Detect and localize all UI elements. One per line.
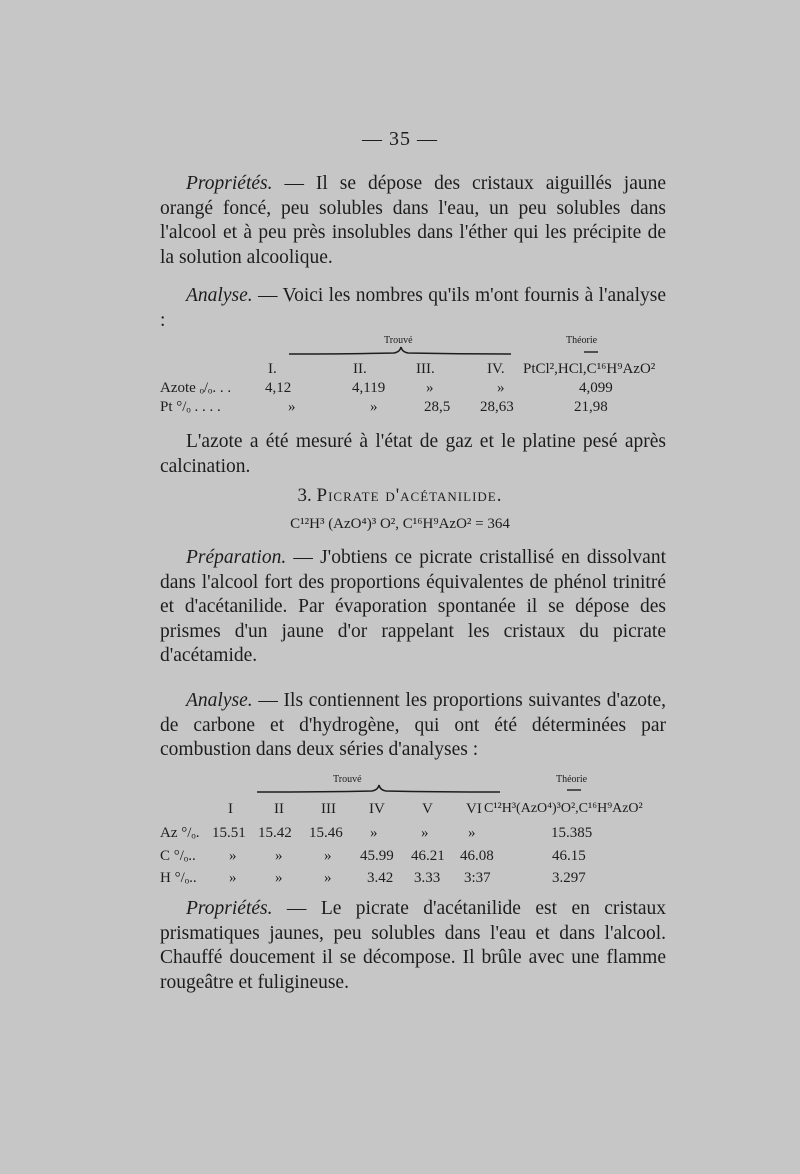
paragraph-body: — Il se dépose des cristaux aiguillés jaune orangé foncé, peu solubles dans l'eau, un peu solubles dans l'alcool et à peu près insolubles dans l'éther qui les précipite de la solution alcoolique.	[160, 173, 667, 268]
row-label: Pt °/ₒ . . . .	[160, 399, 221, 415]
row-label: Azote ₒ/ₒ. . .	[160, 380, 232, 396]
theory-formula: C¹²H³(AzO⁴)³O²,C¹⁶H⁹AzO²	[484, 801, 643, 816]
paragraph-body: — Ils contiennent les proportions suivantes d'azote, de carbone et d'hydrogène, qui ont été déterminées par combustion dans deux séries d'analyses :	[160, 690, 666, 760]
table-cell: 4,12	[265, 380, 292, 396]
table-cell: »	[324, 848, 332, 864]
group-label-theory: Théorie	[556, 774, 588, 785]
row-label: Az °/ₒ.	[160, 825, 200, 841]
table-cell: 15.42	[258, 825, 292, 841]
table-cell: 46.08	[460, 848, 494, 864]
table-cell: »	[421, 825, 429, 841]
section-title: Picrate d'acétanilide.	[316, 485, 503, 506]
col-header-1: I.	[268, 361, 277, 377]
paragraph-lead: Préparation.	[186, 547, 287, 568]
col-header-4: IV	[369, 801, 385, 817]
page-number: — 35 —	[362, 128, 438, 150]
col-header-6: VI	[466, 801, 482, 817]
col-header-3: III	[321, 801, 336, 817]
table-cell: 28,63	[480, 399, 514, 415]
paragraph-proprietes-2	[160, 897, 666, 995]
paragraph-preparation	[160, 546, 666, 669]
paragraph-analyse-1	[160, 284, 666, 333]
table-cell: 3.42	[367, 870, 394, 886]
col-header-2: II	[274, 801, 284, 817]
table-cell-theory: 4,099	[579, 380, 613, 396]
theory-formula: PtCl²,HCl,C¹⁶H⁹AzO²	[523, 361, 656, 377]
table-cell-theory: 3.297	[552, 870, 586, 886]
table-cell: 15.46	[309, 825, 343, 841]
table-cell: 15.51	[212, 825, 246, 841]
table-cell: 3:37	[464, 870, 491, 886]
theory-rule	[567, 787, 581, 793]
paragraph-lead: Analyse.	[186, 285, 253, 306]
section-number: 3.	[297, 485, 312, 506]
group-label-theory: Théorie	[566, 335, 598, 346]
table-cell: 46.21	[411, 848, 445, 864]
table-cell-theory: 15.385	[551, 825, 593, 841]
col-header-5: V	[422, 801, 433, 817]
group-label-found: Trouvé	[333, 774, 362, 785]
table-cell: »	[288, 399, 296, 415]
group-label-found: Trouvé	[384, 335, 413, 346]
col-header-3: III.	[416, 361, 435, 377]
paragraph-lead: Propriétés.	[186, 898, 273, 919]
paragraph-body: — Le picrate d'acétanilide est en cristaux prismatiques jaunes, peu solubles dans l'eau et dans l'alcool. Chauffé doucement il se décompose. Il brûle avec une flamme rougeâtre et fuligineuse.	[160, 898, 666, 993]
table-cell: »	[324, 870, 332, 886]
brace-found	[256, 783, 502, 795]
paragraph-analyse-2	[160, 689, 666, 763]
paragraph-azote	[160, 430, 666, 479]
table-cell: 45.99	[360, 848, 394, 864]
table-cell: 28,5	[424, 399, 451, 415]
table-cell-theory: 21,98	[574, 399, 608, 415]
table-cell: »	[497, 380, 505, 396]
table-cell: »	[370, 399, 378, 415]
section-heading	[0, 485, 800, 507]
col-header-2: II.	[353, 361, 367, 377]
table-cell: »	[275, 870, 283, 886]
table-cell: »	[426, 380, 434, 396]
table-cell-theory: 46.15	[552, 848, 586, 864]
paragraph-lead: Analyse.	[186, 690, 253, 711]
table-cell: »	[468, 825, 476, 841]
col-header-1: I	[228, 801, 233, 817]
row-label: H °/ₒ..	[160, 870, 197, 886]
paragraph-proprietes-1	[160, 172, 666, 270]
formula-line: C¹²H³ (AzO⁴)³ O², C¹⁶H⁹AzO² = 364	[290, 516, 510, 532]
theory-rule	[584, 349, 598, 355]
paragraph-lead: Propriétés.	[186, 173, 273, 194]
col-header-4: IV.	[487, 361, 505, 377]
table-cell: »	[229, 870, 237, 886]
row-label: C °/ₒ..	[160, 848, 196, 864]
paragraph-body: L'azote a été mesuré à l'état de gaz et le platine pesé après calcination.	[160, 431, 666, 477]
table-cell: 4,119	[352, 380, 386, 396]
brace-found	[288, 345, 513, 357]
paragraph-body: — Voici les nombres qu'ils m'ont fournis à l'analyse :	[160, 285, 666, 331]
table-cell: 3.33	[414, 870, 441, 886]
table-cell: »	[229, 848, 237, 864]
paragraph-body: — J'obtiens ce picrate cristallisé en dissolvant dans l'alcool fort des proportions équivalentes de phénol trinitré et d'acétanilide. Par évaporation spontanée il se dépose des prismes d'un jaune d'or rappelant les cristaux du picrate d'acétamide.	[160, 547, 666, 666]
table-cell: »	[275, 848, 283, 864]
table-cell: »	[370, 825, 378, 841]
